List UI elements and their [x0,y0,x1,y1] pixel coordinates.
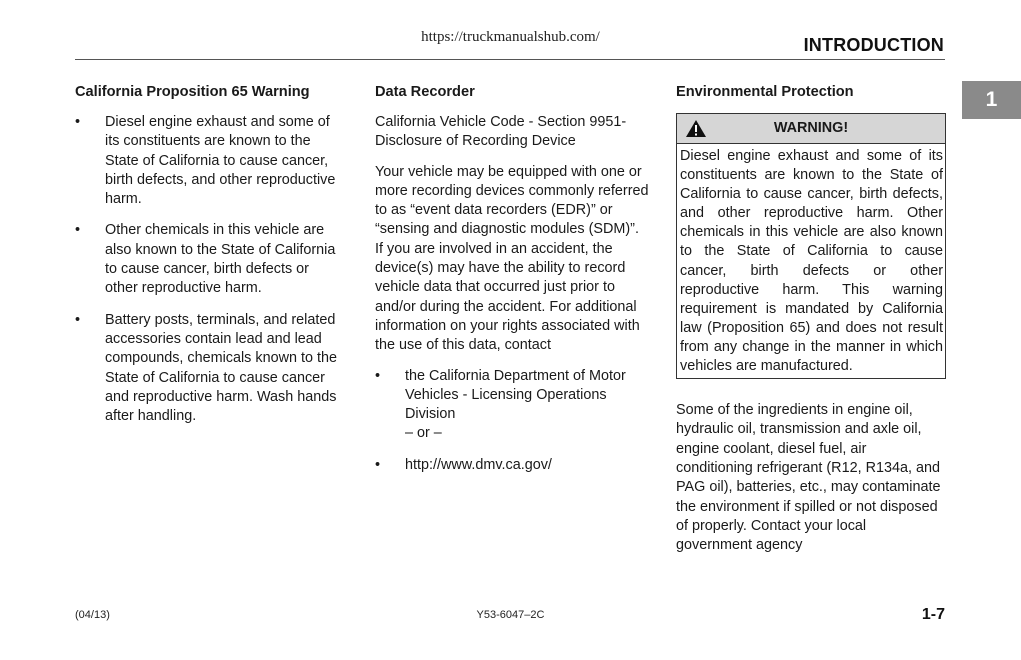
list-item-text: Diesel engine exhaust and some of its constituents are known to the State of California to cause cancer, birth defects, and other reproductive harm. [105,114,336,208]
vehicle-code-paragraph: California Vehicle Code - Section 9951- Disclosure of Recording Device [375,114,627,150]
list-item [75,311,345,427]
contaminants-paragraph: Some of the ingredients in engine oil, hydraulic oil, transmission and axle oil, engine coolant, diesel fuel, air conditioning refrigerant (R12, R134a, and PAG oil), batteries, etc., may contaminate the environment if spilled or not disposed of properly. Contact your local government agency [676,402,941,554]
environment-heading: Environmental Protection [676,84,854,100]
chapter-tab: 1 [962,81,1021,119]
column-environment [676,83,946,556]
warning-box [676,113,946,379]
section-title: INTRODUCTION [803,35,944,55]
footer-date: (04/13) [75,609,110,621]
bullet-icon: • [75,311,81,328]
or-separator: – or – [405,425,442,442]
column-prop65 [75,83,345,438]
bullet-icon: • [75,222,81,239]
list-item-text: the California Department of Motor Vehicles - Licensing Operations Division [405,367,626,423]
bullet-icon: • [375,367,381,384]
page-number: 1-7 [921,606,945,623]
contact-bullet-list [375,367,650,475]
warning-header [677,114,945,144]
warning-label: WARNING! [773,119,849,136]
list-item-text: Battery posts, terminals, and related accessories contain lead and lead compounds, chemicals known to the State of California to cause cancer and reproductive harm. Wash hands after handling. [105,311,337,425]
prop65-bullet-list [75,113,345,426]
data-recorder-heading: Data Recorder [375,84,475,100]
list-item [75,113,345,209]
bullet-icon: • [75,114,81,130]
list-item [375,456,650,475]
column-data-recorder [375,83,650,487]
source-url: https://truckmanualshub.com/ [421,29,600,45]
prop65-heading: California Proposition 65 Warning [75,84,310,100]
list-item-text: Other chemicals in this vehicle are also known to the State of California to cause cancer, birth defects or other reproductive harm. [105,222,336,297]
bullet-icon: • [375,456,381,473]
list-item [75,221,345,298]
footer-doc-number: Y53-6047–2C [476,609,545,621]
warning-text: Diesel engine exhaust and some of its constituents are known to the State of California to cause cancer, birth defects, and other reproductive harm. Other chemicals in this vehicle are also known to the State of California to cause cancer, birth defects or other reproductive harm. This warning requirement is mandated by California law (Proposition 65) and does not result from any change in the manner in which vehicles are manufactured. [680,148,943,375]
list-item [375,367,650,444]
warning-triangle-icon [685,119,707,138]
recorder-description-paragraph: Your vehicle may be equipped with one or more recording devices commonly referred to as “event data recorders (EDR)” or “sensing and diagnostic modules (SDM)”. If you are involved in an accident, the device(s) may have the ability to record vehicle data that occurred just prior to and/or during the accident. For additional information on your rights associated with the use of this data, contact [375,163,649,354]
header-rule [75,59,945,60]
dmv-link[interactable]: http://www.dmv.ca.gov/ [405,456,552,473]
